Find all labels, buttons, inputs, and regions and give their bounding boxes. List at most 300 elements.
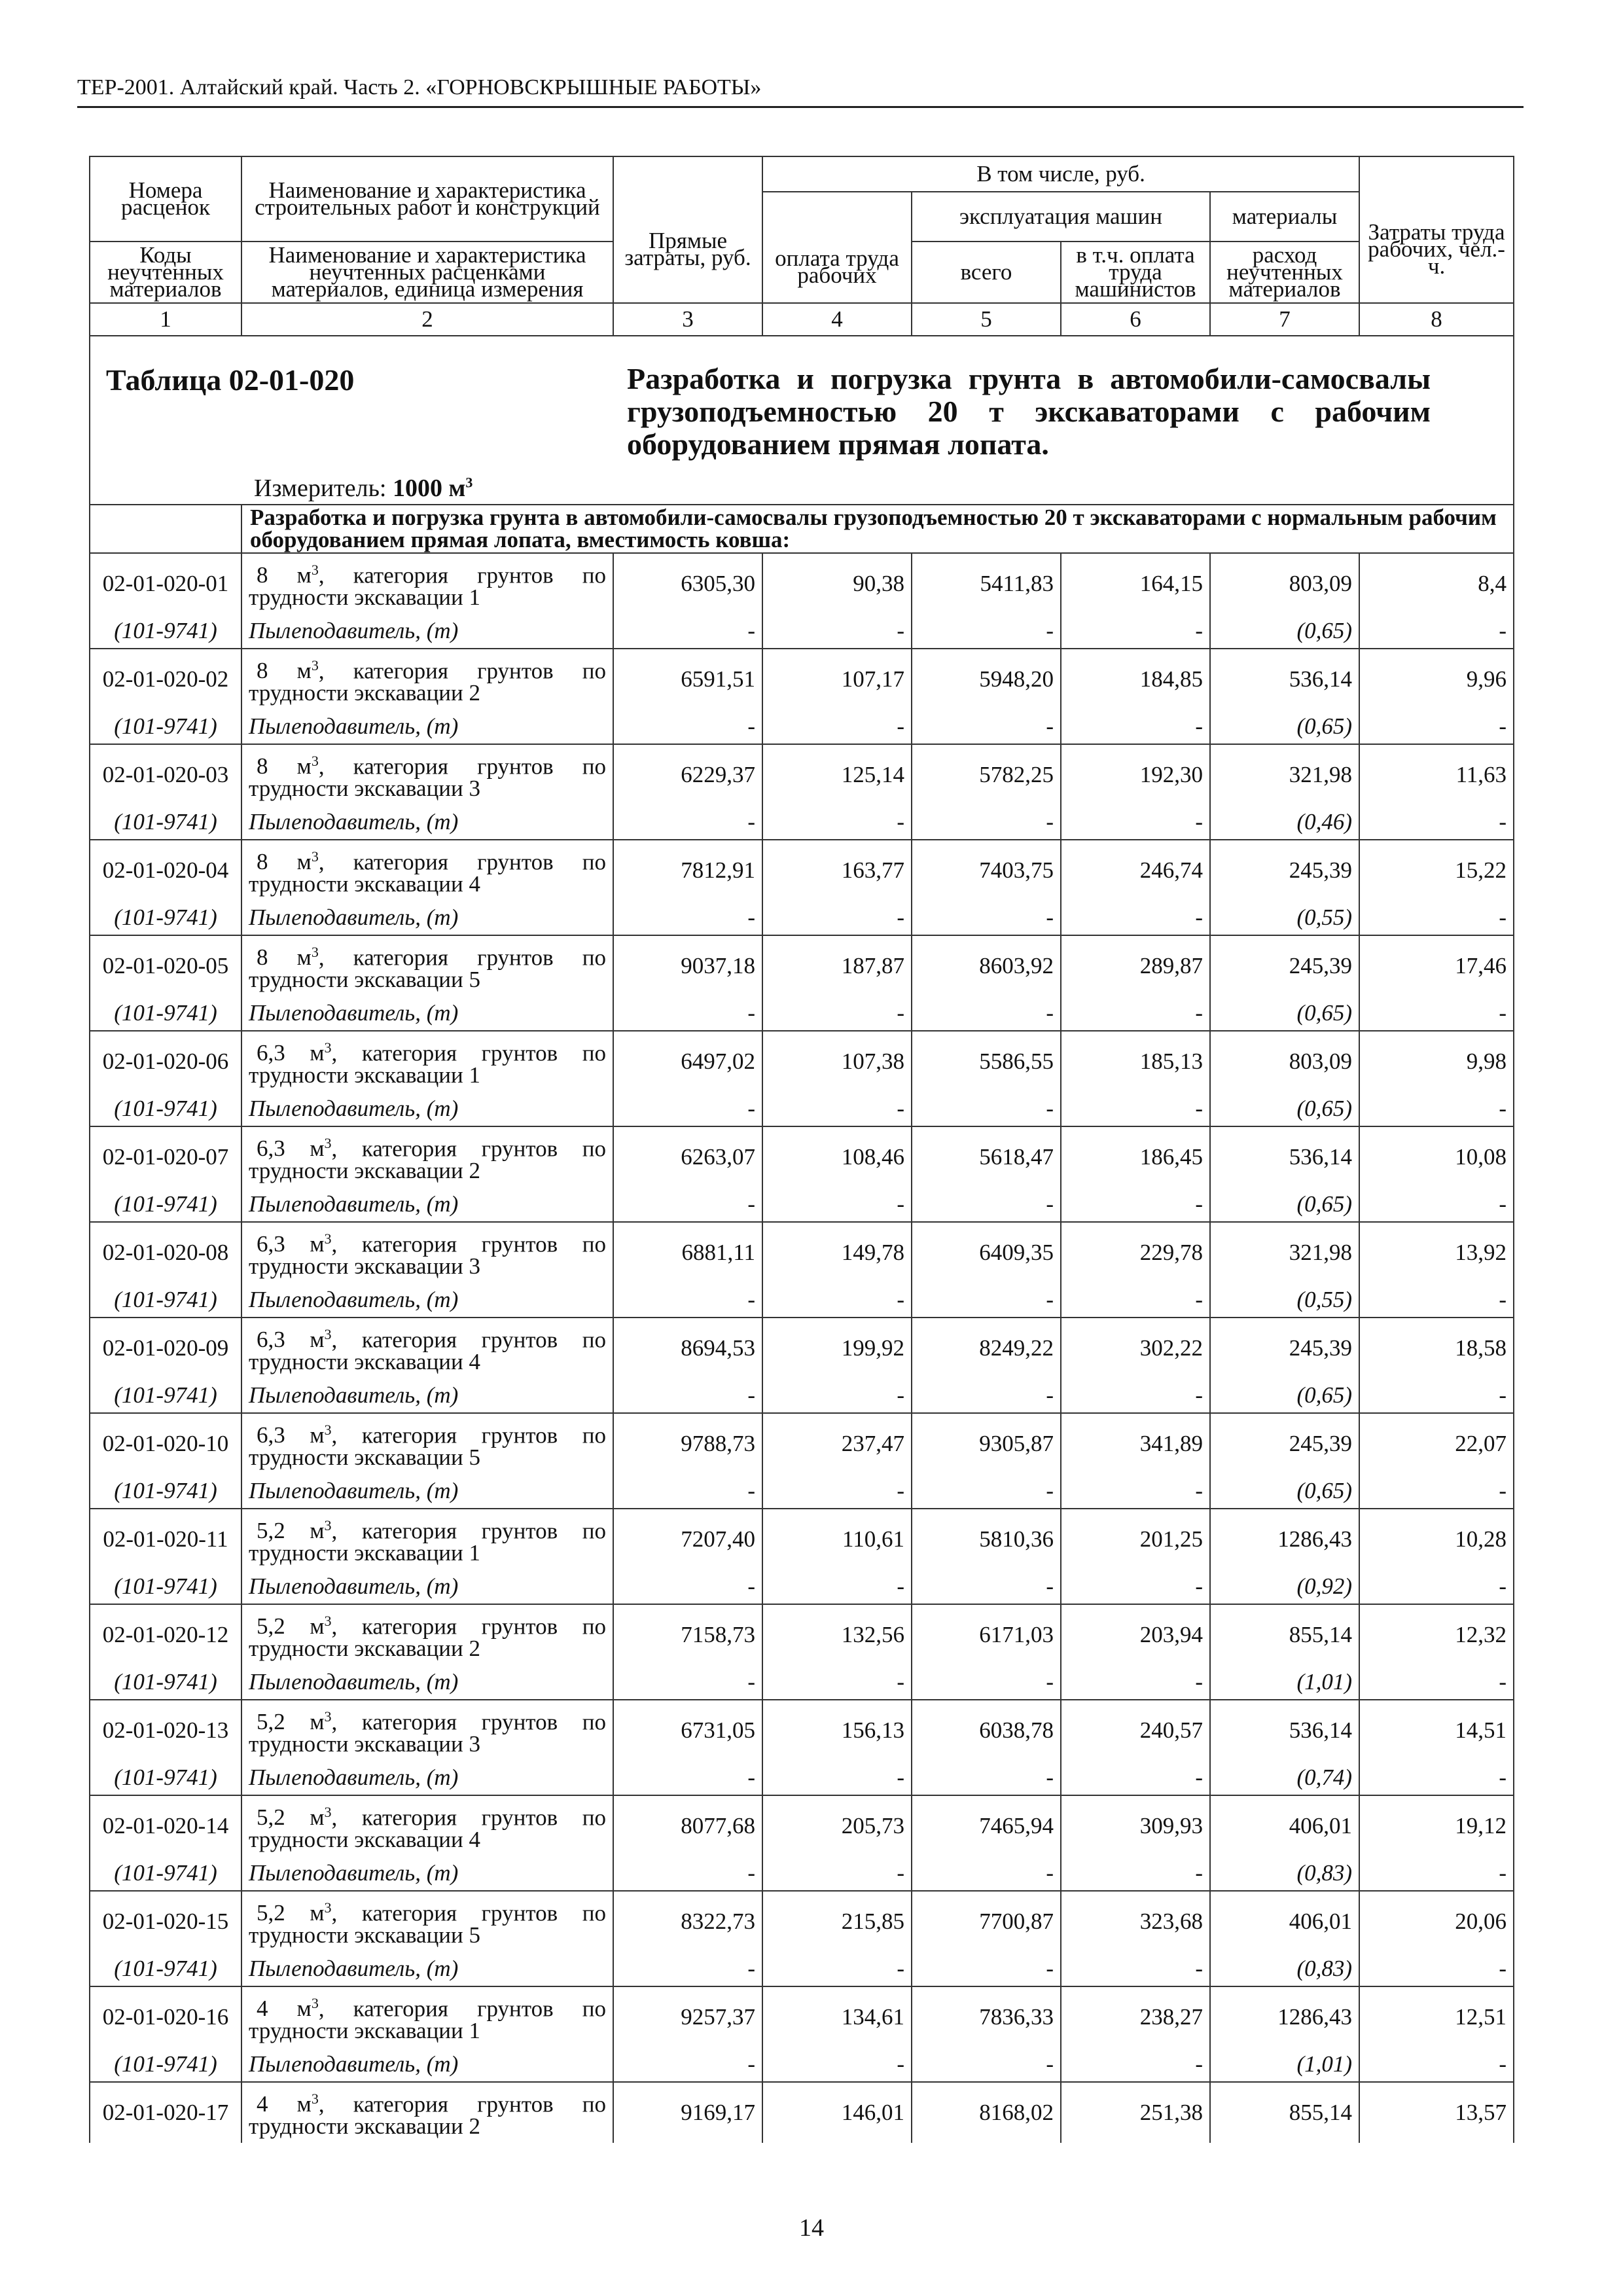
col-machine-ops-label: эксплуатация машин xyxy=(959,204,1162,229)
labor-costs-value: 9,96 xyxy=(1359,649,1514,709)
work-description-text: , категория грунтов по трудности экскавации 2 xyxy=(249,2091,606,2140)
bucket-volume-sup: 3 xyxy=(324,1708,332,1725)
col-in-total xyxy=(762,156,1359,192)
worker-pay-dash: - xyxy=(762,1092,912,1126)
machine-ops-value: 9305,87 xyxy=(912,1413,1061,1474)
material-name: Пылеподавитель, (т) xyxy=(241,1187,613,1222)
material-code: (101-9741) xyxy=(90,805,241,840)
labor-costs-dash: - xyxy=(1359,1761,1514,1795)
measure-sup: 3 xyxy=(465,474,473,491)
worker-pay-dash: - xyxy=(762,996,912,1031)
bucket-volume-sup: 3 xyxy=(324,1421,332,1438)
materials-value: 1286,43 xyxy=(1210,1509,1359,1570)
operator-pay-dash: - xyxy=(1061,1856,1210,1891)
worker-pay-value: 107,38 xyxy=(762,1031,912,1092)
operator-pay-dash: - xyxy=(1061,709,1210,744)
materials-value: 536,14 xyxy=(1210,649,1359,709)
materials-value: 855,14 xyxy=(1210,2082,1359,2143)
machine-ops-dash: - xyxy=(912,805,1061,840)
operator-pay-dash: - xyxy=(1061,1378,1210,1413)
col-material-names xyxy=(241,242,613,303)
labor-costs-value: 10,28 xyxy=(1359,1509,1514,1570)
operator-pay-dash: - xyxy=(1061,805,1210,840)
material-code: (101-9741) xyxy=(90,1474,241,1509)
material-quantity: (0,65) xyxy=(1210,1187,1359,1222)
col-labor-costs-label: Затраты труда рабочих, чел.-ч. xyxy=(1368,219,1505,279)
labor-costs-dash: - xyxy=(1359,1856,1514,1891)
bucket-volume: 5,2 м xyxy=(257,1900,325,1926)
machine-ops-dash: - xyxy=(912,1952,1061,1986)
col-worker-pay xyxy=(762,192,912,303)
operator-pay-value: 229,78 xyxy=(1061,1222,1210,1283)
rate-row xyxy=(90,1986,1514,2047)
direct-costs-dash: - xyxy=(613,1283,762,1318)
machine-ops-dash: - xyxy=(912,1761,1061,1795)
labor-costs-dash: - xyxy=(1359,996,1514,1031)
worker-pay-dash: - xyxy=(762,614,912,649)
worker-pay-value: 149,78 xyxy=(762,1222,912,1283)
operator-pay-value: 186,45 xyxy=(1061,1126,1210,1187)
material-code: (101-9741) xyxy=(90,1570,241,1604)
column-number: 1 xyxy=(90,303,241,336)
material-name: Пылеподавитель, (т) xyxy=(241,1092,613,1126)
bucket-volume: 8 м xyxy=(257,944,312,971)
rate-row xyxy=(90,1795,1514,1856)
material-row xyxy=(90,901,1514,935)
rate-code: 02-01-020-17 xyxy=(90,2082,241,2143)
bucket-volume-sup: 3 xyxy=(324,1325,332,1342)
machine-ops-dash: - xyxy=(912,1856,1061,1891)
rate-row xyxy=(90,553,1514,614)
direct-costs-value: 6305,30 xyxy=(613,553,762,614)
col-total-label: всего xyxy=(960,259,1012,285)
labor-costs-dash: - xyxy=(1359,2047,1514,2082)
col-work-name xyxy=(241,156,613,242)
worker-pay-value: 132,56 xyxy=(762,1604,912,1665)
work-description xyxy=(241,744,613,805)
machine-ops-value: 6038,78 xyxy=(912,1700,1061,1761)
machine-ops-value: 5586,55 xyxy=(912,1031,1061,1092)
machine-ops-dash: - xyxy=(912,901,1061,935)
col-operator-pay-label: в т.ч. оплата труда машинистов xyxy=(1075,242,1196,302)
operator-pay-value: 246,74 xyxy=(1061,840,1210,901)
operator-pay-value: 251,38 xyxy=(1061,2082,1210,2143)
rate-row xyxy=(90,1126,1514,1187)
labor-costs-dash: - xyxy=(1359,901,1514,935)
material-row xyxy=(90,1665,1514,1700)
direct-costs-dash: - xyxy=(613,901,762,935)
worker-pay-value: 90,38 xyxy=(762,553,912,614)
machine-ops-value: 5411,83 xyxy=(912,553,1061,614)
col-rate-numbers xyxy=(90,156,241,242)
column-number: 2 xyxy=(241,303,613,336)
subheading: Разработка и погрузка грунта в автомобили-самосвалы грузоподъемностью 20 т экскаваторами с нормальным рабочим оборудованием прямая лопата, вместимость ковша: xyxy=(241,505,1514,553)
labor-costs-value: 13,57 xyxy=(1359,2082,1514,2143)
direct-costs-value: 9037,18 xyxy=(613,935,762,996)
operator-pay-dash: - xyxy=(1061,1092,1210,1126)
bucket-volume: 6,3 м xyxy=(257,1040,325,1066)
bucket-volume: 6,3 м xyxy=(257,1327,325,1353)
machine-ops-value: 7465,94 xyxy=(912,1795,1061,1856)
column-number: 6 xyxy=(1061,303,1210,336)
work-description xyxy=(241,935,613,996)
rate-code: 02-01-020-11 xyxy=(90,1509,241,1570)
work-description xyxy=(241,1604,613,1665)
work-description-text: , категория грунтов по трудности экскавации 4 xyxy=(249,1327,606,1375)
direct-costs-value: 6881,11 xyxy=(613,1222,762,1283)
rate-code: 02-01-020-02 xyxy=(90,649,241,709)
direct-costs-dash: - xyxy=(613,709,762,744)
direct-costs-dash: - xyxy=(613,1570,762,1604)
work-description xyxy=(241,1891,613,1952)
direct-costs-value: 6497,02 xyxy=(613,1031,762,1092)
rate-code: 02-01-020-09 xyxy=(90,1318,241,1378)
material-row xyxy=(90,1570,1514,1604)
labor-costs-value: 10,08 xyxy=(1359,1126,1514,1187)
worker-pay-value: 110,61 xyxy=(762,1509,912,1570)
material-quantity: (0,65) xyxy=(1210,1378,1359,1413)
worker-pay-dash: - xyxy=(762,1378,912,1413)
operator-pay-value: 164,15 xyxy=(1061,553,1210,614)
bucket-volume-sup: 3 xyxy=(311,752,319,769)
material-row xyxy=(90,1474,1514,1509)
machine-ops-value: 5948,20 xyxy=(912,649,1061,709)
direct-costs-dash: - xyxy=(613,1187,762,1222)
work-description-text: , категория грунтов по трудности экскавации 2 xyxy=(249,658,606,706)
rate-code: 02-01-020-03 xyxy=(90,744,241,805)
col-material-codes xyxy=(90,242,241,303)
labor-costs-dash: - xyxy=(1359,1952,1514,1986)
material-quantity: (0,65) xyxy=(1210,1474,1359,1509)
material-quantity: (0,65) xyxy=(1210,614,1359,649)
col-materials-label: материалы xyxy=(1232,204,1338,229)
bucket-volume-sup: 3 xyxy=(324,1899,332,1916)
bucket-volume-sup: 3 xyxy=(311,943,319,960)
bucket-volume-sup: 3 xyxy=(311,848,319,865)
worker-pay-value: 146,01 xyxy=(762,2082,912,2143)
work-description-text: , категория грунтов по трудности экскавации 1 xyxy=(249,1040,606,1088)
operator-pay-value: 185,13 xyxy=(1061,1031,1210,1092)
bucket-volume-sup: 3 xyxy=(324,1230,332,1247)
material-name: Пылеподавитель, (т) xyxy=(241,1283,613,1318)
bucket-volume: 5,2 м xyxy=(257,1709,325,1735)
rate-row xyxy=(90,1031,1514,1092)
material-name: Пылеподавитель, (т) xyxy=(241,1952,613,1986)
labor-costs-dash: - xyxy=(1359,614,1514,649)
material-quantity: (0,65) xyxy=(1210,709,1359,744)
worker-pay-value: 156,13 xyxy=(762,1700,912,1761)
table-title: Разработка и погрузка грунта в автомобили-самосвалы грузоподъемностью 20 т экскаваторами с рабочим оборудованием прямая лопата. xyxy=(627,362,1431,461)
material-code: (101-9741) xyxy=(90,1187,241,1222)
machine-ops-dash: - xyxy=(912,1474,1061,1509)
work-description xyxy=(241,1700,613,1761)
col-unaccounted-use-label: расход неучтенных материалов xyxy=(1226,242,1343,302)
material-row xyxy=(90,1856,1514,1891)
bucket-volume: 5,2 м xyxy=(257,1613,325,1640)
bucket-volume-sup: 3 xyxy=(324,1803,332,1820)
col-worker-pay-label: оплата труда рабочих xyxy=(775,245,899,288)
operator-pay-value: 201,25 xyxy=(1061,1509,1210,1570)
operator-pay-dash: - xyxy=(1061,1187,1210,1222)
direct-costs-dash: - xyxy=(613,1856,762,1891)
material-row xyxy=(90,1761,1514,1795)
col-labor-costs xyxy=(1359,156,1514,303)
machine-ops-value: 6409,35 xyxy=(912,1222,1061,1283)
materials-value: 536,14 xyxy=(1210,1700,1359,1761)
operator-pay-value: 323,68 xyxy=(1061,1891,1210,1952)
material-quantity: (0,65) xyxy=(1210,1092,1359,1126)
direct-costs-value: 7207,40 xyxy=(613,1509,762,1570)
operator-pay-value: 203,94 xyxy=(1061,1604,1210,1665)
work-description-text: , категория грунтов по трудности экскавации 4 xyxy=(249,849,606,897)
work-description-text: , категория грунтов по трудности экскавации 3 xyxy=(249,753,606,802)
machine-ops-value: 6171,03 xyxy=(912,1604,1061,1665)
labor-costs-value: 13,92 xyxy=(1359,1222,1514,1283)
machine-ops-dash: - xyxy=(912,1187,1061,1222)
direct-costs-value: 6591,51 xyxy=(613,649,762,709)
material-name: Пылеподавитель, (т) xyxy=(241,1570,613,1604)
direct-costs-value: 7812,91 xyxy=(613,840,762,901)
bucket-volume-sup: 3 xyxy=(324,1516,332,1534)
material-row xyxy=(90,2047,1514,2082)
machine-ops-value: 7700,87 xyxy=(912,1891,1061,1952)
direct-costs-value: 9788,73 xyxy=(613,1413,762,1474)
operator-pay-dash: - xyxy=(1061,901,1210,935)
rate-row xyxy=(90,1604,1514,1665)
worker-pay-dash: - xyxy=(762,1187,912,1222)
direct-costs-value: 9257,37 xyxy=(613,1986,762,2047)
material-name: Пылеподавитель, (т) xyxy=(241,1665,613,1700)
operator-pay-dash: - xyxy=(1061,1761,1210,1795)
table-title-block xyxy=(90,336,1514,505)
rates-table xyxy=(89,156,1514,2143)
materials-value: 406,01 xyxy=(1210,1795,1359,1856)
material-name: Пылеподавитель, (т) xyxy=(241,1378,613,1413)
worker-pay-value: 125,14 xyxy=(762,744,912,805)
direct-costs-value: 8077,68 xyxy=(613,1795,762,1856)
material-row xyxy=(90,1952,1514,1986)
direct-costs-dash: - xyxy=(613,805,762,840)
worker-pay-value: 215,85 xyxy=(762,1891,912,1952)
machine-ops-value: 7403,75 xyxy=(912,840,1061,901)
operator-pay-dash: - xyxy=(1061,1665,1210,1700)
material-row xyxy=(90,709,1514,744)
column-number: 5 xyxy=(912,303,1061,336)
material-code: (101-9741) xyxy=(90,996,241,1031)
labor-costs-dash: - xyxy=(1359,1283,1514,1318)
operator-pay-dash: - xyxy=(1061,1283,1210,1318)
subheading-row xyxy=(90,505,1514,553)
machine-ops-dash: - xyxy=(912,1378,1061,1413)
material-quantity: (0,83) xyxy=(1210,1856,1359,1891)
labor-costs-dash: - xyxy=(1359,1570,1514,1604)
work-description xyxy=(241,1509,613,1570)
direct-costs-value: 8322,73 xyxy=(613,1891,762,1952)
col-operator-pay xyxy=(1061,242,1210,303)
worker-pay-value: 108,46 xyxy=(762,1126,912,1187)
material-code: (101-9741) xyxy=(90,901,241,935)
labor-costs-value: 22,07 xyxy=(1359,1413,1514,1474)
material-name: Пылеподавитель, (т) xyxy=(241,2047,613,2082)
materials-value: 321,98 xyxy=(1210,744,1359,805)
work-description-text: , категория грунтов по трудности экскавации 1 xyxy=(249,562,606,611)
rate-row xyxy=(90,1891,1514,1952)
bucket-volume: 8 м xyxy=(257,562,312,588)
work-description-text: , категория грунтов по трудности экскавации 3 xyxy=(249,1709,606,1757)
material-code: (101-9741) xyxy=(90,614,241,649)
machine-ops-dash: - xyxy=(912,614,1061,649)
machine-ops-dash: - xyxy=(912,709,1061,744)
operator-pay-dash: - xyxy=(1061,996,1210,1031)
work-description xyxy=(241,1318,613,1378)
labor-costs-dash: - xyxy=(1359,805,1514,840)
material-quantity: (0,55) xyxy=(1210,1283,1359,1318)
worker-pay-dash: - xyxy=(762,1856,912,1891)
bucket-volume-sup: 3 xyxy=(311,561,319,578)
worker-pay-dash: - xyxy=(762,1952,912,1986)
work-description xyxy=(241,1222,613,1283)
material-quantity: (1,01) xyxy=(1210,2047,1359,2082)
material-quantity: (0,74) xyxy=(1210,1761,1359,1795)
material-code: (101-9741) xyxy=(90,1665,241,1700)
direct-costs-dash: - xyxy=(613,1378,762,1413)
rate-code: 02-01-020-15 xyxy=(90,1891,241,1952)
material-name: Пылеподавитель, (т) xyxy=(241,805,613,840)
materials-value: 245,39 xyxy=(1210,1413,1359,1474)
operator-pay-value: 309,93 xyxy=(1061,1795,1210,1856)
col-machine-ops xyxy=(912,192,1210,242)
operator-pay-value: 238,27 xyxy=(1061,1986,1210,2047)
direct-costs-dash: - xyxy=(613,2047,762,2082)
operator-pay-value: 341,89 xyxy=(1061,1413,1210,1474)
rate-row xyxy=(90,1700,1514,1761)
material-name: Пылеподавитель, (т) xyxy=(241,996,613,1031)
work-description xyxy=(241,1986,613,2047)
rate-row xyxy=(90,840,1514,901)
col-materials xyxy=(1210,192,1359,242)
rate-row xyxy=(90,935,1514,996)
bucket-volume: 8 м xyxy=(257,753,312,780)
labor-costs-value: 11,63 xyxy=(1359,744,1514,805)
bucket-volume: 6,3 м xyxy=(257,1136,325,1162)
labor-costs-value: 19,12 xyxy=(1359,1795,1514,1856)
rate-code: 02-01-020-08 xyxy=(90,1222,241,1283)
machine-ops-value: 5782,25 xyxy=(912,744,1061,805)
bucket-volume-sup: 3 xyxy=(324,1134,332,1151)
rate-row xyxy=(90,649,1514,709)
machine-ops-value: 5618,47 xyxy=(912,1126,1061,1187)
bucket-volume: 5,2 м xyxy=(257,1518,325,1544)
material-name: Пылеподавитель, (т) xyxy=(241,709,613,744)
material-quantity: (0,65) xyxy=(1210,996,1359,1031)
bucket-volume: 8 м xyxy=(257,849,312,875)
rate-code: 02-01-020-14 xyxy=(90,1795,241,1856)
bucket-volume: 6,3 м xyxy=(257,1231,325,1257)
machine-ops-dash: - xyxy=(912,1570,1061,1604)
table-label: Таблица 02-01-020 xyxy=(106,363,355,397)
work-description-text: , категория грунтов по трудности экскавации 2 xyxy=(249,1136,606,1184)
column-number: 8 xyxy=(1359,303,1514,336)
rate-code: 02-01-020-13 xyxy=(90,1700,241,1761)
running-header: ТЕР-2001. Алтайский край. Часть 2. «ГОРНОВСКРЫШНЫЕ РАБОТЫ» xyxy=(77,73,1524,108)
material-quantity: (0,83) xyxy=(1210,1952,1359,1986)
column-number: 7 xyxy=(1210,303,1359,336)
material-quantity: (0,46) xyxy=(1210,805,1359,840)
worker-pay-dash: - xyxy=(762,805,912,840)
worker-pay-value: 205,73 xyxy=(762,1795,912,1856)
worker-pay-dash: - xyxy=(762,709,912,744)
table-title-row xyxy=(90,336,1514,505)
bucket-volume-sup: 3 xyxy=(311,2090,319,2107)
direct-costs-dash: - xyxy=(613,1761,762,1795)
rate-code: 02-01-020-01 xyxy=(90,553,241,614)
labor-costs-value: 20,06 xyxy=(1359,1891,1514,1952)
work-description xyxy=(241,2082,613,2143)
operator-pay-dash: - xyxy=(1061,1952,1210,1986)
direct-costs-dash: - xyxy=(613,1474,762,1509)
material-row xyxy=(90,1283,1514,1318)
rate-code: 02-01-020-04 xyxy=(90,840,241,901)
work-description xyxy=(241,649,613,709)
work-description-text: , категория грунтов по трудности экскавации 4 xyxy=(249,1804,606,1853)
material-code: (101-9741) xyxy=(90,1092,241,1126)
col-total xyxy=(912,242,1061,303)
column-number: 3 xyxy=(613,303,762,336)
materials-value: 245,39 xyxy=(1210,840,1359,901)
worker-pay-value: 187,87 xyxy=(762,935,912,996)
material-row xyxy=(90,805,1514,840)
direct-costs-dash: - xyxy=(613,996,762,1031)
bucket-volume: 8 м xyxy=(257,658,312,684)
work-description xyxy=(241,1413,613,1474)
labor-costs-dash: - xyxy=(1359,1665,1514,1700)
bucket-volume: 4 м xyxy=(257,2091,312,2117)
labor-costs-value: 15,22 xyxy=(1359,840,1514,901)
machine-ops-value: 8603,92 xyxy=(912,935,1061,996)
col-direct-costs xyxy=(613,156,762,303)
rate-row xyxy=(90,1413,1514,1474)
operator-pay-value: 240,57 xyxy=(1061,1700,1210,1761)
material-row xyxy=(90,614,1514,649)
work-description-text: , категория грунтов по трудности экскавации 1 xyxy=(249,1996,606,2044)
material-code: (101-9741) xyxy=(90,1378,241,1413)
rate-code: 02-01-020-07 xyxy=(90,1126,241,1187)
col-material-codes-label: Коды неучтенных материалов xyxy=(107,242,224,302)
material-name: Пылеподавитель, (т) xyxy=(241,1474,613,1509)
material-row xyxy=(90,1187,1514,1222)
work-description-text: , категория грунтов по трудности экскавации 3 xyxy=(249,1231,606,1280)
work-description-text: , категория грунтов по трудности экскавации 1 xyxy=(249,1518,606,1566)
operator-pay-dash: - xyxy=(1061,614,1210,649)
labor-costs-dash: - xyxy=(1359,1474,1514,1509)
worker-pay-dash: - xyxy=(762,901,912,935)
material-quantity: (1,01) xyxy=(1210,1665,1359,1700)
col-work-name-label: Наименование и характеристика строительных работ и конструкций xyxy=(255,177,600,220)
column-number: 4 xyxy=(762,303,912,336)
material-row xyxy=(90,1092,1514,1126)
measure-unit xyxy=(254,474,473,503)
work-description-text: , категория грунтов по трудности экскавации 2 xyxy=(249,1613,606,1662)
material-name: Пылеподавитель, (т) xyxy=(241,1761,613,1795)
rate-code: 02-01-020-16 xyxy=(90,1986,241,2047)
worker-pay-dash: - xyxy=(762,1283,912,1318)
col-rate-numbers-label: Номера расценок xyxy=(120,177,211,220)
subheading-spacer xyxy=(90,505,241,553)
direct-costs-value: 6263,07 xyxy=(613,1126,762,1187)
page-number: 14 xyxy=(799,2214,824,2242)
rate-code: 02-01-020-10 xyxy=(90,1413,241,1474)
material-name: Пылеподавитель, (т) xyxy=(241,614,613,649)
